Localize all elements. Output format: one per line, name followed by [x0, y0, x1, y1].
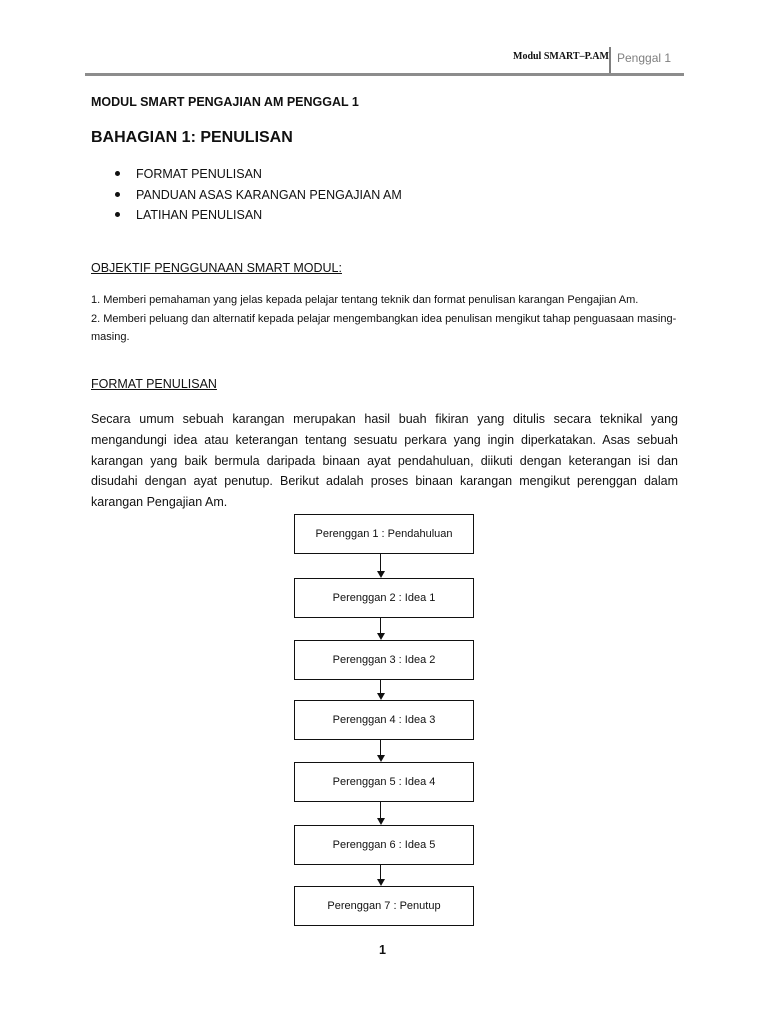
flow-box-idea-3: Perenggan 4 : Idea 3: [294, 700, 474, 740]
module-title: MODUL SMART PENGAJIAN AM PENGGAL 1: [91, 95, 359, 109]
list-item-label: LATIHAN PENULISAN: [136, 208, 263, 222]
arrow-down-icon: [377, 571, 385, 578]
header-divider: [609, 47, 611, 74]
arrow-down-icon: [377, 633, 385, 640]
section-title: BAHAGIAN 1: PENULISAN: [91, 129, 293, 146]
format-paragraph: Secara umum sebuah karangan merupakan hasil buah fikiran yang ditulis secara teknikal yang mengandungi idea atau keterangan tentang sesuatu perkara yang ingin diperkatakan. Asas sebuah karangan yang baik bermula daripada binaan ayat pendahuluan, diikuti dengan keterangan isi dan disudahi dengan ayat penutup. Berikut adalah proses binaan karangan mengikut perenggan dalam karangan Pengajian Am.: [91, 412, 678, 510]
flow-box-pendahuluan: Perenggan 1 : Pendahuluan: [294, 514, 474, 554]
bullet-icon: [115, 171, 120, 176]
header-module-label: Modul SMART–P.AM: [513, 51, 609, 62]
arrow-down-icon: [377, 879, 385, 886]
objective-item: 1. Memberi pemahaman yang jelas kepada pelajar tentang teknik dan format penulisan karangan Pengajian Am.: [91, 294, 639, 306]
list-item: [91, 205, 402, 226]
objectives-heading: OBJEKTIF PENGGUNAAN SMART MODUL:: [91, 261, 342, 275]
objectives-list: [91, 291, 691, 347]
page-number: 1: [379, 943, 386, 957]
arrow-down-icon: [377, 693, 385, 700]
format-heading: FORMAT PENULISAN: [91, 377, 217, 391]
flow-box-idea-2: Perenggan 3 : Idea 2: [294, 640, 474, 680]
header-rule: [85, 73, 684, 76]
list-item: [91, 185, 402, 206]
flow-connector: [380, 740, 381, 756]
list-item-label: PANDUAN ASAS KARANGAN PENGAJIAN AM: [136, 187, 402, 202]
flow-box-penutup: Perenggan 7 : Penutup: [294, 886, 474, 926]
objective-item: 2. Memberi peluang dan alternatif kepada pelajar mengembangkan idea penulisan mengikut tahap penguasaan masing-masing.: [91, 312, 677, 343]
flow-box-idea-1: Perenggan 2 : Idea 1: [294, 578, 474, 618]
flow-connector: [380, 680, 381, 694]
bullet-icon: [115, 212, 120, 217]
list-item: [91, 164, 402, 185]
flow-box-idea-4: Perenggan 5 : Idea 4: [294, 762, 474, 802]
arrow-down-icon: [377, 818, 385, 825]
topic-list: [91, 164, 402, 226]
flow-box-idea-5: Perenggan 6 : Idea 5: [294, 825, 474, 865]
header-term-label: Penggal 1: [617, 51, 672, 65]
bullet-icon: [115, 192, 120, 197]
list-item-label: FORMAT PENULISAN: [136, 167, 262, 181]
arrow-down-icon: [377, 755, 385, 762]
flow-connector: [380, 802, 381, 819]
